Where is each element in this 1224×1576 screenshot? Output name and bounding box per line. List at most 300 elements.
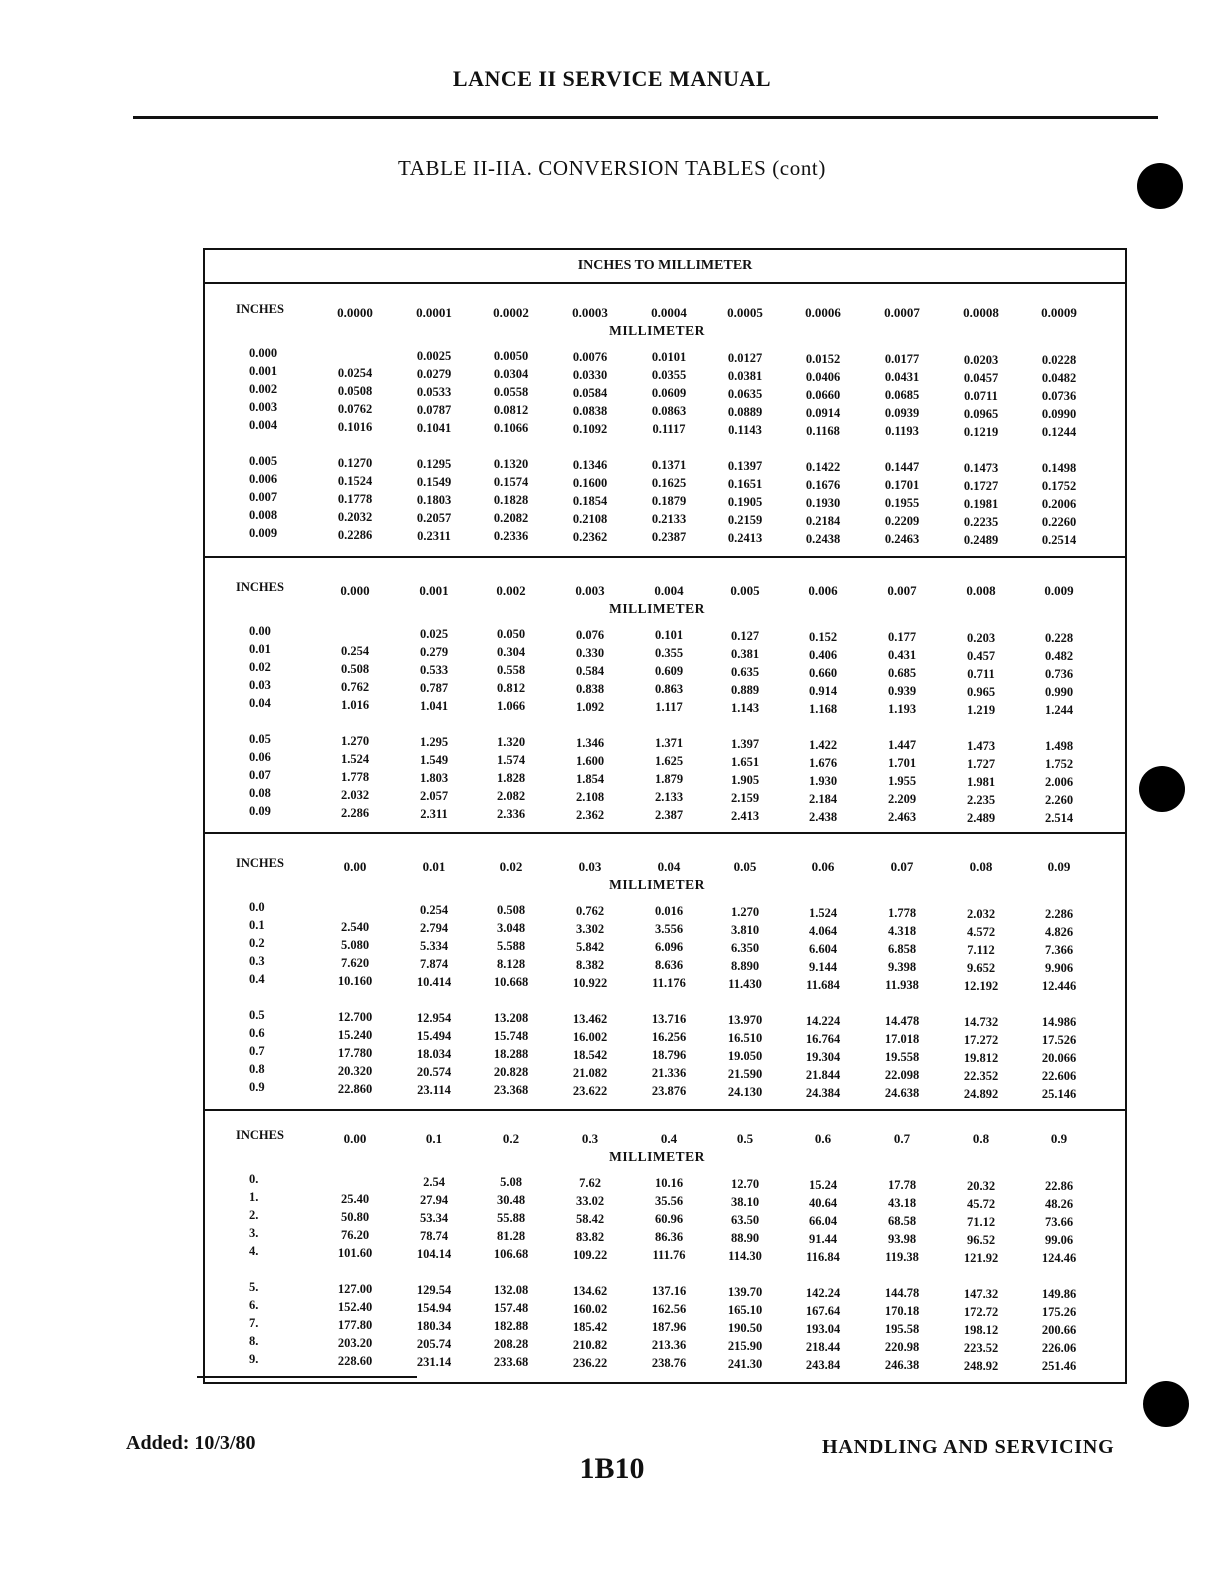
table-cell: 246.38 bbox=[884, 1358, 920, 1372]
table-cell: 12.954 bbox=[416, 1011, 452, 1025]
row-label: 0.00 bbox=[249, 624, 271, 638]
table-cell: 78.74 bbox=[419, 1229, 449, 1243]
table-cell: 0.1676 bbox=[805, 478, 841, 492]
table-cell: 0.508 bbox=[340, 662, 370, 676]
table-cell: 0.0635 bbox=[727, 387, 763, 401]
table-cell: 2.235 bbox=[966, 793, 996, 807]
table-cell: 25.40 bbox=[340, 1192, 370, 1206]
table-cell: 1.168 bbox=[808, 702, 838, 716]
table-cell: 0.0584 bbox=[572, 386, 608, 400]
table-cell: 0.1168 bbox=[806, 424, 840, 438]
table-cell: 0.965 bbox=[966, 685, 996, 699]
table-cell: 3.556 bbox=[654, 922, 684, 936]
table-cell: 88.90 bbox=[730, 1231, 760, 1245]
table-cell: 0.2260 bbox=[1041, 515, 1077, 529]
table-cell: 4.318 bbox=[887, 924, 917, 938]
table-cell: 104.14 bbox=[416, 1247, 452, 1261]
table-cell: 0.0203 bbox=[963, 353, 999, 367]
table-cell: 243.84 bbox=[805, 1358, 841, 1372]
table-cell: 2.209 bbox=[887, 792, 917, 806]
table-cell: 223.52 bbox=[963, 1341, 999, 1355]
table-cell: 13.716 bbox=[651, 1012, 687, 1026]
table-cell: 172.72 bbox=[963, 1305, 999, 1319]
table-cell: 0.2311 bbox=[417, 529, 451, 543]
table-cell: 129.54 bbox=[416, 1283, 452, 1297]
table-cell: 7.62 bbox=[579, 1176, 601, 1190]
table-cell: 1.016 bbox=[340, 698, 370, 712]
row-label: 0.005 bbox=[249, 454, 278, 468]
table-cell: 2.032 bbox=[966, 907, 996, 921]
table-cell: 0.304 bbox=[496, 645, 526, 659]
table-cell: 11.938 bbox=[885, 978, 919, 992]
table-cell: 0.0482 bbox=[1041, 371, 1077, 385]
table-cell: 0.736 bbox=[1044, 667, 1074, 681]
table-cell: 10.414 bbox=[416, 975, 452, 989]
table-cell: 8.128 bbox=[496, 957, 526, 971]
table-cell: 124.46 bbox=[1041, 1251, 1077, 1265]
table-cell: 0.2184 bbox=[805, 514, 841, 528]
table-cell: 139.70 bbox=[727, 1285, 763, 1299]
table-cell: 220.98 bbox=[884, 1340, 920, 1354]
table-cell: 106.68 bbox=[493, 1247, 529, 1261]
table-cell: 0.1574 bbox=[493, 475, 529, 489]
table-cell: 1.219 bbox=[966, 703, 996, 717]
table-cell: 22.86 bbox=[1044, 1179, 1074, 1193]
table-cell: 1.447 bbox=[887, 738, 917, 752]
table-cell: 0.0711 bbox=[964, 389, 998, 403]
table-cell: 101.60 bbox=[337, 1246, 373, 1260]
table-cell: 17.018 bbox=[884, 1032, 920, 1046]
table-cell: 0.482 bbox=[1044, 649, 1074, 663]
table-cell: 1.143 bbox=[730, 701, 760, 715]
table-cell: 25.146 bbox=[1041, 1087, 1077, 1101]
table-cell: 20.828 bbox=[493, 1065, 529, 1079]
table-cell: 21.844 bbox=[805, 1068, 841, 1082]
column-header: 0.08 bbox=[969, 859, 993, 874]
table-cell: 0.0533 bbox=[416, 385, 452, 399]
table-cell: 0.1524 bbox=[337, 474, 373, 488]
table-cell: 0.431 bbox=[887, 648, 917, 662]
table-cell: 238.76 bbox=[651, 1356, 687, 1370]
table-cell: 1.346 bbox=[575, 736, 605, 750]
table-cell: 7.112 bbox=[967, 943, 995, 957]
row-label: 0.008 bbox=[249, 508, 278, 522]
table-cell: 0.1752 bbox=[1041, 479, 1077, 493]
table-cell: 0.838 bbox=[575, 682, 605, 696]
table-cell: 0.2133 bbox=[651, 512, 687, 526]
row-label: 7. bbox=[249, 1316, 259, 1330]
table-cell: 24.384 bbox=[805, 1086, 841, 1100]
table-cell: 1.676 bbox=[808, 756, 838, 770]
table-cell: 1.930 bbox=[808, 774, 838, 788]
footer-added-date: Added: 10/3/80 bbox=[126, 1432, 256, 1454]
table-cell: 1.270 bbox=[730, 905, 760, 919]
table-cell: 1.778 bbox=[887, 906, 917, 920]
table-cell: 0.2159 bbox=[727, 513, 763, 527]
table-cell: 231.14 bbox=[416, 1355, 452, 1369]
table-cell: 1.854 bbox=[575, 772, 605, 786]
table-cell: 0.787 bbox=[419, 681, 449, 695]
table-cell: 4.572 bbox=[966, 925, 996, 939]
table-cell: 11.430 bbox=[728, 977, 762, 991]
table-cell: 15.240 bbox=[337, 1028, 373, 1042]
table-cell: 175.26 bbox=[1041, 1305, 1077, 1319]
table-cell: 0.076 bbox=[575, 628, 605, 642]
table-cell: 0.0762 bbox=[337, 402, 373, 416]
table-cell: 119.38 bbox=[885, 1250, 919, 1264]
table-cell: 0.1549 bbox=[416, 475, 452, 489]
table-cell: 193.04 bbox=[805, 1322, 841, 1336]
table-cell: 154.94 bbox=[416, 1301, 452, 1315]
table-cell: 7.620 bbox=[340, 956, 370, 970]
table-cell: 2.006 bbox=[1044, 775, 1074, 789]
column-header: 0.03 bbox=[578, 859, 602, 874]
row-label: 0.4 bbox=[249, 972, 265, 986]
row-label: 0.002 bbox=[249, 382, 278, 396]
table-cell: 1.371 bbox=[654, 736, 684, 750]
table-cell: 0.1498 bbox=[1041, 461, 1077, 475]
table-cell: 0.939 bbox=[887, 684, 917, 698]
table-cell: 16.256 bbox=[651, 1030, 687, 1044]
table-cell: 248.92 bbox=[963, 1359, 999, 1373]
table-cell: 0.1447 bbox=[884, 460, 920, 474]
column-header: 0.2 bbox=[502, 1131, 520, 1146]
table-cell: 21.336 bbox=[651, 1066, 687, 1080]
table-cell: 8.382 bbox=[575, 958, 605, 972]
table-cell: 2.159 bbox=[730, 791, 760, 805]
table-cell: 20.066 bbox=[1041, 1051, 1077, 1065]
table-cell: 6.604 bbox=[808, 942, 838, 956]
table-cell: 86.36 bbox=[654, 1230, 684, 1244]
table-cell: 0.685 bbox=[887, 666, 917, 680]
column-header: 0.0001 bbox=[416, 305, 452, 320]
table-cell: 0.1143 bbox=[728, 423, 762, 437]
inches-header: INCHES bbox=[236, 856, 284, 870]
column-header: 0.0006 bbox=[805, 305, 841, 320]
table-cell: 170.18 bbox=[884, 1304, 920, 1318]
table-cell: 0.152 bbox=[808, 630, 838, 644]
inches-header: INCHES bbox=[236, 580, 284, 594]
table-cell: 0.0939 bbox=[884, 406, 920, 420]
table-cell: 1.574 bbox=[496, 753, 526, 767]
row-label: 0. bbox=[249, 1172, 259, 1186]
table-cell: 5.842 bbox=[575, 940, 605, 954]
table-cell: 0.0101 bbox=[651, 350, 687, 364]
table-cell: 2.362 bbox=[575, 808, 605, 822]
millimeter-label: MILLIMETER bbox=[609, 1149, 705, 1164]
table-cell: 1.066 bbox=[496, 699, 526, 713]
table-cell: 0.0050 bbox=[493, 349, 529, 363]
table-cell: 15.24 bbox=[808, 1178, 838, 1192]
table-cell: 0.1625 bbox=[651, 476, 687, 490]
table-cell: 111.76 bbox=[652, 1248, 686, 1262]
table-cell: 160.02 bbox=[572, 1302, 608, 1316]
table-cell: 24.892 bbox=[963, 1087, 999, 1101]
table-cell: 0.0355 bbox=[651, 368, 687, 382]
table-cell: 0.1320 bbox=[493, 457, 529, 471]
table-cell: 0.0304 bbox=[493, 367, 529, 381]
column-header: 0.3 bbox=[581, 1131, 599, 1146]
table-cell: 2.438 bbox=[808, 810, 838, 824]
inches-header: INCHES bbox=[236, 1128, 284, 1142]
row-label: 0.6 bbox=[249, 1026, 265, 1040]
page-header-title: LANCE II SERVICE MANUAL bbox=[452, 66, 772, 91]
table-cell: 14.732 bbox=[963, 1015, 999, 1029]
table-cell: 0.0152 bbox=[805, 352, 841, 366]
table-cell: 0.0279 bbox=[416, 367, 452, 381]
table-cell: 205.74 bbox=[416, 1337, 452, 1351]
table-cell: 53.34 bbox=[419, 1211, 449, 1225]
table-cell: 11.684 bbox=[806, 978, 840, 992]
table-cell: 134.62 bbox=[572, 1284, 608, 1298]
table-cell: 45.72 bbox=[966, 1197, 996, 1211]
table-cell: 23.622 bbox=[572, 1084, 608, 1098]
column-header: 0.0009 bbox=[1041, 305, 1077, 320]
table-cell: 1.701 bbox=[887, 756, 917, 770]
table-cell: 182.88 bbox=[493, 1319, 529, 1333]
table-cell: 1.955 bbox=[887, 774, 917, 788]
table-cell: 0.1879 bbox=[651, 494, 687, 508]
row-label: 0.0 bbox=[249, 900, 265, 914]
table-cell: 0.0889 bbox=[727, 405, 763, 419]
table-cell: 7.874 bbox=[419, 957, 449, 971]
table-cell: 0.0685 bbox=[884, 388, 920, 402]
table-cell: 0.1701 bbox=[884, 478, 920, 492]
row-label: 0.09 bbox=[249, 804, 271, 818]
column-header: 0.005 bbox=[730, 583, 760, 598]
table-cell: 17.78 bbox=[887, 1178, 917, 1192]
table-cell: 8.636 bbox=[654, 958, 684, 972]
column-header: 0.6 bbox=[814, 1131, 832, 1146]
table-cell: 0.990 bbox=[1044, 685, 1074, 699]
table-cell: 2.540 bbox=[340, 920, 370, 934]
table-cell: 241.30 bbox=[727, 1357, 763, 1371]
table-cell: 2.413 bbox=[730, 809, 760, 823]
table-cell: 1.498 bbox=[1044, 739, 1074, 753]
table-cell: 22.860 bbox=[337, 1082, 373, 1096]
table-cell: 0.2286 bbox=[337, 528, 373, 542]
table-cell: 20.32 bbox=[966, 1179, 996, 1193]
table-cell: 8.890 bbox=[730, 959, 760, 973]
row-label: 8. bbox=[249, 1334, 259, 1348]
section-divider bbox=[203, 556, 1127, 558]
table-cell: 1.422 bbox=[808, 738, 838, 752]
table-cell: 0.279 bbox=[419, 645, 449, 659]
column-header: 0.000 bbox=[340, 583, 370, 598]
table-cell: 0.1117 bbox=[652, 422, 686, 436]
row-label: 0.05 bbox=[249, 732, 271, 746]
row-label: 3. bbox=[249, 1226, 259, 1240]
table-cell: 18.796 bbox=[651, 1048, 687, 1062]
column-header: 0.06 bbox=[811, 859, 835, 874]
table-cell: 0.0965 bbox=[963, 407, 999, 421]
table-cell: 1.473 bbox=[966, 739, 996, 753]
table-cell: 2.463 bbox=[887, 810, 917, 824]
table-cell: 1.752 bbox=[1044, 757, 1074, 771]
table-cell: 147.32 bbox=[963, 1287, 999, 1301]
table-bottom-rule bbox=[197, 1376, 417, 1378]
table-cell: 1.981 bbox=[966, 775, 996, 789]
table-cell: 0.2082 bbox=[493, 511, 529, 525]
table-cell: 0.0812 bbox=[493, 403, 529, 417]
table-cell: 236.22 bbox=[572, 1356, 608, 1370]
table-cell: 0.2057 bbox=[416, 511, 452, 525]
row-label: 0.08 bbox=[249, 786, 271, 800]
table-cell: 6.350 bbox=[730, 941, 760, 955]
row-label: 0.06 bbox=[249, 750, 271, 764]
table-cell: 190.50 bbox=[727, 1321, 763, 1335]
table-cell: 0.1955 bbox=[884, 496, 920, 510]
table-cell: 18.288 bbox=[493, 1047, 529, 1061]
table-cell: 18.034 bbox=[416, 1047, 452, 1061]
millimeter-label: MILLIMETER bbox=[609, 601, 705, 616]
column-header: 0.0008 bbox=[963, 305, 999, 320]
table-cell: 5.08 bbox=[500, 1175, 522, 1189]
table-cell: 24.638 bbox=[884, 1086, 920, 1100]
table-cell: 177.80 bbox=[337, 1318, 373, 1332]
table-cell: 0.635 bbox=[730, 665, 760, 679]
table-cell: 5.588 bbox=[496, 939, 526, 953]
row-label: 0.1 bbox=[249, 918, 265, 932]
column-header: 0.009 bbox=[1044, 583, 1074, 598]
table-cell: 2.311 bbox=[420, 807, 448, 821]
table-cell: 0.1854 bbox=[572, 494, 608, 508]
table-title: TABLE II-IIA. CONVERSION TABLES (cont) bbox=[398, 156, 826, 180]
table-cell: 6.858 bbox=[887, 942, 917, 956]
table-cell: 1.295 bbox=[419, 735, 449, 749]
table-cell: 14.986 bbox=[1041, 1015, 1077, 1029]
punch-hole-marker bbox=[1139, 766, 1185, 812]
column-header: 0.0005 bbox=[727, 305, 763, 320]
table-cell: 0.1778 bbox=[337, 492, 373, 506]
punch-hole-marker bbox=[1143, 1381, 1189, 1427]
table-cell: 198.12 bbox=[963, 1323, 999, 1337]
table-caption: INCHES TO MILLIMETER bbox=[577, 258, 753, 273]
table-cell: 0.1270 bbox=[337, 456, 373, 470]
millimeter-label: MILLIMETER bbox=[609, 877, 705, 892]
row-label: 0.3 bbox=[249, 954, 265, 968]
row-label: 0.009 bbox=[249, 526, 278, 540]
row-label: 6. bbox=[249, 1298, 259, 1312]
table-cell: 0.203 bbox=[966, 631, 996, 645]
table-cell: 0.2387 bbox=[651, 530, 687, 544]
table-cell: 0.0076 bbox=[572, 350, 608, 364]
inches-header: INCHES bbox=[236, 302, 284, 316]
table-cell: 0.2438 bbox=[805, 532, 841, 546]
table-cell: 22.352 bbox=[963, 1069, 999, 1083]
table-cell: 2.387 bbox=[654, 808, 684, 822]
table-cell: 0.889 bbox=[730, 683, 760, 697]
table-cell: 6.096 bbox=[654, 940, 684, 954]
table-cell: 0.1905 bbox=[727, 495, 763, 509]
table-cell: 0.0609 bbox=[651, 386, 687, 400]
table-cell: 1.651 bbox=[730, 755, 760, 769]
table-cell: 10.16 bbox=[654, 1176, 684, 1190]
table-cell: 116.84 bbox=[806, 1250, 840, 1264]
table-cell: 127.00 bbox=[337, 1282, 373, 1296]
column-header: 0.8 bbox=[972, 1131, 990, 1146]
table-cell: 210.82 bbox=[572, 1338, 608, 1352]
table-cell: 83.82 bbox=[575, 1230, 605, 1244]
table-cell: 21.082 bbox=[572, 1066, 608, 1080]
table-cell: 0.762 bbox=[340, 680, 370, 694]
header-rule bbox=[133, 116, 1158, 119]
table-cell: 180.34 bbox=[416, 1319, 452, 1333]
table-cell: 13.462 bbox=[572, 1012, 608, 1026]
table-cell: 142.24 bbox=[805, 1286, 841, 1300]
table-cell: 38.10 bbox=[730, 1195, 760, 1209]
table-cell: 12.192 bbox=[963, 979, 999, 993]
table-cell: 1.320 bbox=[496, 735, 526, 749]
table-cell: 10.922 bbox=[572, 976, 608, 990]
table-cell: 132.08 bbox=[493, 1283, 529, 1297]
table-cell: 93.98 bbox=[887, 1232, 917, 1246]
column-header: 0.4 bbox=[660, 1131, 678, 1146]
table-cell: 19.304 bbox=[805, 1050, 841, 1064]
column-header: 0.0002 bbox=[493, 305, 529, 320]
row-label: 0.006 bbox=[249, 472, 278, 486]
table-cell: 0.1397 bbox=[727, 459, 763, 473]
table-cell: 0.2514 bbox=[1041, 533, 1077, 547]
table-cell: 0.1930 bbox=[805, 496, 841, 510]
table-cell: 63.50 bbox=[730, 1213, 760, 1227]
table-cell: 19.812 bbox=[963, 1051, 999, 1065]
table-cell: 1.549 bbox=[419, 753, 449, 767]
table-cell: 0.762 bbox=[575, 904, 605, 918]
table-cell: 22.606 bbox=[1041, 1069, 1077, 1083]
row-label: 0.8 bbox=[249, 1062, 265, 1076]
row-label: 1. bbox=[249, 1190, 259, 1204]
row-label: 0.7 bbox=[249, 1044, 265, 1058]
table-cell: 16.510 bbox=[727, 1031, 763, 1045]
table-cell: 5.334 bbox=[419, 939, 449, 953]
table-cell: 0.1803 bbox=[416, 493, 452, 507]
table-cell: 0.1193 bbox=[885, 424, 919, 438]
table-cell: 152.40 bbox=[337, 1300, 373, 1314]
table-cell: 22.098 bbox=[884, 1068, 920, 1082]
row-label: 9. bbox=[249, 1352, 259, 1366]
table-cell: 76.20 bbox=[340, 1228, 370, 1242]
table-cell: 0.1422 bbox=[805, 460, 841, 474]
table-cell: 9.906 bbox=[1044, 961, 1074, 975]
table-cell: 50.80 bbox=[340, 1210, 370, 1224]
table-cell: 21.590 bbox=[727, 1067, 763, 1081]
table-cell: 215.90 bbox=[727, 1339, 763, 1353]
table-cell: 0.025 bbox=[419, 627, 449, 641]
table-cell: 19.050 bbox=[727, 1049, 763, 1063]
table-cell: 35.56 bbox=[654, 1194, 684, 1208]
table-cell: 200.66 bbox=[1041, 1323, 1077, 1337]
table-cell: 0.2336 bbox=[493, 529, 529, 543]
table-cell: 0.584 bbox=[575, 664, 605, 678]
table-cell: 2.514 bbox=[1044, 811, 1074, 825]
table-cell: 43.18 bbox=[887, 1196, 917, 1210]
table-cell: 0.2209 bbox=[884, 514, 920, 528]
table-cell: 0.0787 bbox=[416, 403, 452, 417]
row-label: 0.03 bbox=[249, 678, 271, 692]
table-cell: 0.812 bbox=[496, 681, 526, 695]
table-cell: 4.826 bbox=[1044, 925, 1074, 939]
table-cell: 0.1981 bbox=[963, 497, 999, 511]
table-cell: 0.0254 bbox=[337, 366, 373, 380]
table-cell: 165.10 bbox=[727, 1303, 763, 1317]
table-cell: 0.1219 bbox=[963, 425, 999, 439]
row-label: 4. bbox=[249, 1244, 259, 1258]
table-cell: 0.254 bbox=[340, 644, 370, 658]
column-header: 0.9 bbox=[1050, 1131, 1068, 1146]
column-header: 0.07 bbox=[890, 859, 914, 874]
row-label: 0.07 bbox=[249, 768, 271, 782]
